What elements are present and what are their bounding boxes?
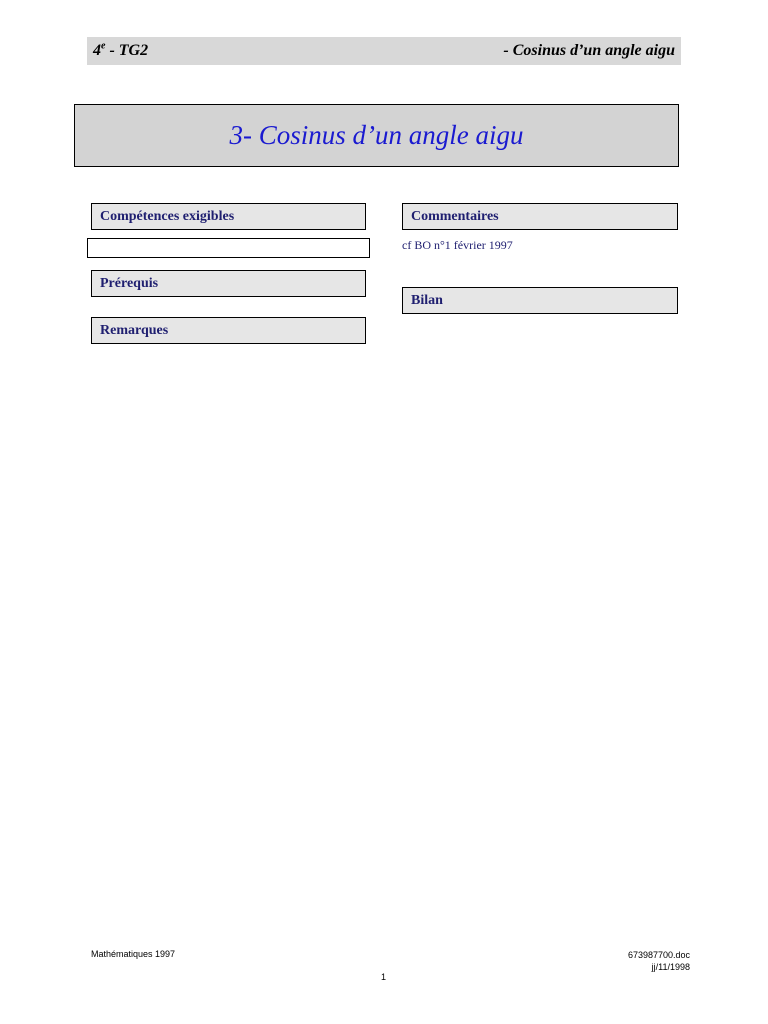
page-header: [87, 37, 681, 65]
footer-filename: 673987700.doc: [627, 950, 690, 960]
section-competences-label: Compétences exigibles: [100, 208, 235, 224]
footer-left: Mathématiques 1997: [91, 949, 176, 959]
page-title: 3- Cosinus d’un angle aigu: [229, 120, 524, 150]
section-prerequis: [91, 270, 366, 297]
section-remarques-label: Remarques: [100, 322, 169, 338]
footer-right: [628, 949, 690, 973]
title-box: [74, 104, 679, 167]
section-bilan: [402, 287, 678, 314]
footer-date: jj/11/1998: [651, 962, 690, 972]
section-commentaires: [402, 203, 678, 230]
header-level-sup: e: [101, 40, 106, 52]
section-prerequis-label: Prérequis: [100, 275, 159, 291]
page-number: 1: [381, 972, 387, 982]
competences-content-box: [87, 238, 370, 258]
header-right: - Cosinus d’un angle aigu: [503, 42, 675, 59]
section-remarques: [91, 317, 366, 344]
header-code: - TG2: [105, 42, 149, 59]
header-level: 4: [93, 42, 101, 59]
section-competences: [91, 203, 366, 230]
header-left: [93, 42, 148, 60]
section-bilan-label: Bilan: [411, 292, 443, 308]
section-commentaires-label: Commentaires: [411, 208, 499, 224]
comment-text: cf BO n°1 février 1997: [402, 238, 513, 252]
